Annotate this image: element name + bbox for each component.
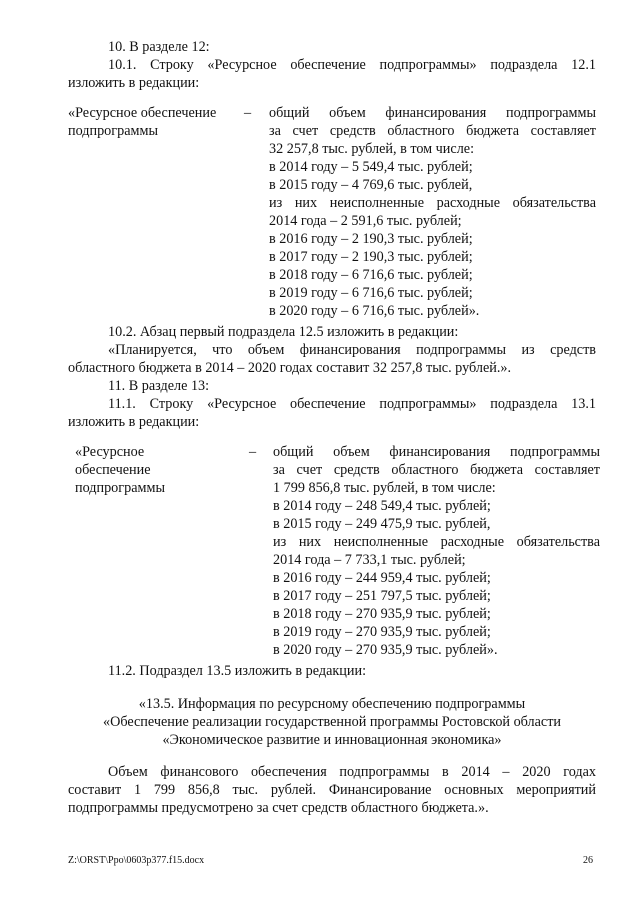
- table-caption: «Ресурсное обеспечение подпрограммы: [68, 105, 217, 139]
- table-line: в 2014 году – 248 549,4 тыс. рублей;: [273, 498, 491, 514]
- table-line: 2014 года – 2 591,6 тыс. рублей;: [269, 213, 462, 229]
- table-line: в 2014 году – 5 549,4 тыс. рублей;: [269, 159, 473, 175]
- table-dash: –: [249, 444, 257, 460]
- section-11-heading: 11. В разделе 13:: [108, 378, 210, 394]
- table-line: за счет средств областного бюджета составляет: [269, 123, 596, 139]
- table-line: в 2018 году – 6 716,6 тыс. рублей;: [269, 267, 473, 283]
- table-caption: «Ресурсное обеспечение подпрограммы: [75, 444, 165, 496]
- table-line: в 2017 году – 2 190,3 тыс. рублей;: [269, 249, 473, 265]
- table-line: в 2019 году – 6 716,6 тыс. рублей;: [269, 285, 473, 301]
- final-paragraph-line3: подпрограммы предусмотрено за счет средств областного бюджета.».: [68, 800, 489, 816]
- page-number: 26: [583, 855, 593, 866]
- table-line: в 2015 году – 4 769,6 тыс. рублей,: [269, 177, 473, 193]
- table-line: 2014 года – 7 733,1 тыс. рублей;: [273, 552, 466, 568]
- table-line: в 2018 году – 270 935,9 тыс. рублей;: [273, 606, 491, 622]
- subsection-title-line: «Обеспечение реализации государственной программы Ростовской области: [102, 714, 562, 730]
- section-10-heading: 10. В разделе 12:: [108, 39, 210, 55]
- table-line: в 2015 году – 249 475,9 тыс. рублей,: [273, 516, 491, 532]
- item-10-2-line1: «Планируется, что объем финансирования подпрограммы из средств: [108, 342, 596, 358]
- table-line: в 2016 году – 244 959,4 тыс. рублей;: [273, 570, 491, 586]
- table-line: за счет средств областного бюджета составляет: [273, 462, 600, 478]
- table-line: в 2017 году – 251 797,5 тыс. рублей;: [273, 588, 491, 604]
- final-paragraph-line2: составит 1 799 856,8 тыс. рублей. Финансирование основных мероприятий: [68, 782, 596, 798]
- table-line: общий объем финансирования подпрограммы: [269, 105, 596, 121]
- item-10-2-line2: областного бюджета в 2014 – 2020 годах составит 32 257,8 тыс. рублей.».: [68, 360, 512, 376]
- table-line: из них неисполненные расходные обязательства: [269, 195, 596, 211]
- table-line: 1 799 856,8 тыс. рублей, в том числе:: [273, 480, 496, 496]
- item-10-2-title: 10.2. Абзац первый подраздела 12.5 изложить в редакции:: [108, 324, 459, 340]
- subsection-title-line: «Экономическое развитие и инновационная экономика»: [162, 732, 502, 748]
- table-dash: –: [244, 105, 252, 121]
- item-11-1-line1: 11.1. Строку «Ресурсное обеспечение подпрограммы» подраздела 13.1: [108, 396, 596, 412]
- subsection-title-line: «13.5. Информация по ресурсному обеспечению подпрограммы: [138, 696, 526, 712]
- table-line: в 2020 году – 270 935,9 тыс. рублей».: [273, 642, 498, 658]
- table-line: в 2019 году – 270 935,9 тыс. рублей;: [273, 624, 491, 640]
- table-line: 32 257,8 тыс. рублей, в том числе:: [269, 141, 475, 157]
- final-paragraph-line1: Объем финансового обеспечения подпрограммы в 2014 – 2020 годах: [108, 764, 596, 780]
- item-10-1-line1: 10.1. Строку «Ресурсное обеспечение подпрограммы» подраздела 12.1: [108, 57, 596, 73]
- table-line: в 2020 году – 6 716,6 тыс. рублей».: [269, 303, 480, 319]
- item-11-1-line2: изложить в редакции:: [68, 414, 200, 430]
- footer-file-path: Z:\ORST\Ppo\0603p377.f15.docx: [68, 855, 205, 866]
- table-line: из них неисполненные расходные обязательства: [273, 534, 600, 550]
- table-line: общий объем финансирования подпрограммы: [273, 444, 600, 460]
- table-line: в 2016 году – 2 190,3 тыс. рублей;: [269, 231, 473, 247]
- item-10-1-line2: изложить в редакции:: [68, 75, 200, 91]
- item-11-2-title: 11.2. Подраздел 13.5 изложить в редакции:: [108, 663, 367, 679]
